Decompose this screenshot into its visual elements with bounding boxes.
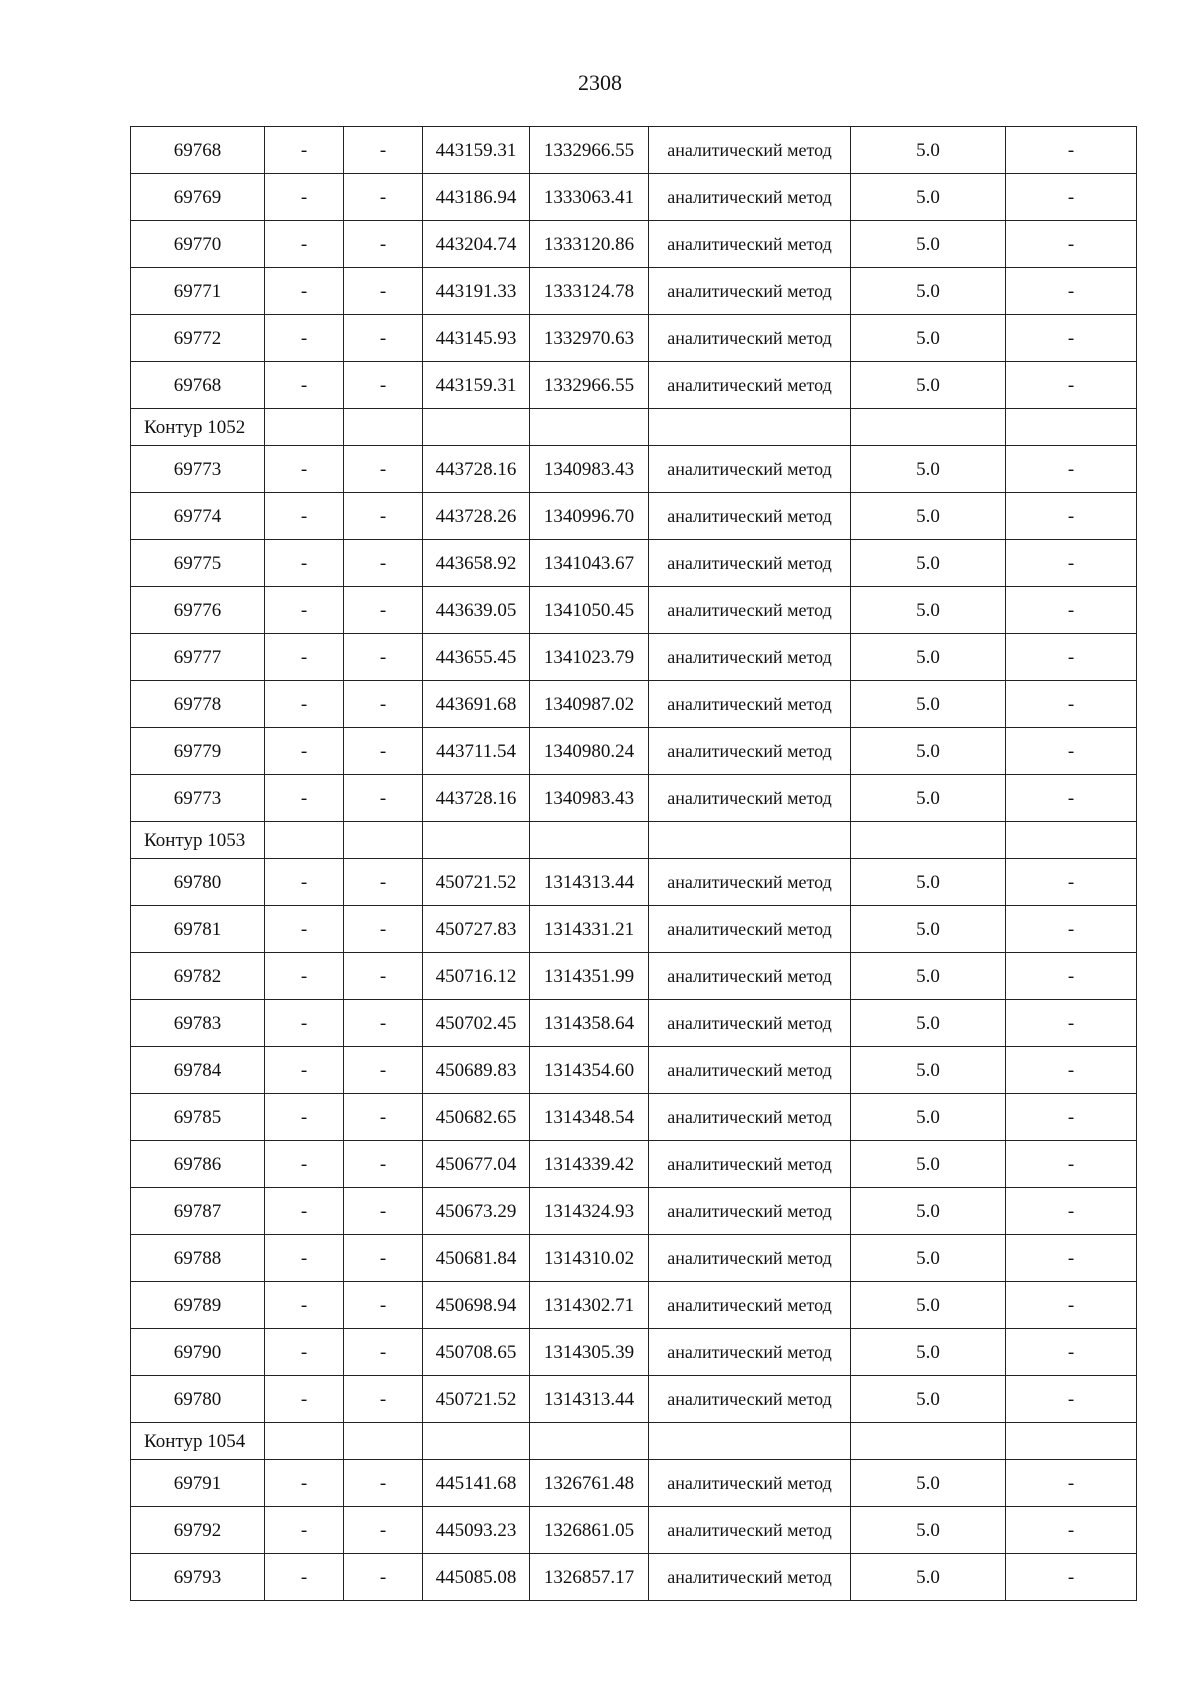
dash-cell: - [265, 493, 344, 540]
dash-cell: - [265, 1329, 344, 1376]
method-cell: аналитический метод [649, 221, 851, 268]
y-coordinate-cell: 1314305.39 [530, 1329, 649, 1376]
contour-header-row [131, 1423, 1137, 1460]
point-id-cell: 69790 [131, 1329, 265, 1376]
x-coordinate-cell: 450689.83 [423, 1047, 530, 1094]
dash-cell: - [344, 268, 423, 315]
accuracy-cell: 5.0 [851, 1507, 1006, 1554]
y-coordinate-cell: 1314358.64 [530, 1000, 649, 1047]
table-row [131, 587, 1137, 634]
dash-cell: - [265, 1282, 344, 1329]
method-cell: аналитический метод [649, 493, 851, 540]
y-coordinate-cell: 1332966.55 [530, 362, 649, 409]
y-coordinate-cell: 1333063.41 [530, 174, 649, 221]
y-coordinate-cell: 1314310.02 [530, 1235, 649, 1282]
accuracy-cell: 5.0 [851, 540, 1006, 587]
y-coordinate-cell: 1314354.60 [530, 1047, 649, 1094]
y-coordinate-cell: 1314313.44 [530, 1376, 649, 1423]
dash-cell: - [344, 1376, 423, 1423]
method-cell: аналитический метод [649, 1188, 851, 1235]
method-cell: аналитический метод [649, 587, 851, 634]
note-cell: - [1006, 1460, 1137, 1507]
accuracy-cell: 5.0 [851, 1554, 1006, 1601]
dash-cell: - [265, 634, 344, 681]
contour-label: Контур 1054 [131, 1423, 265, 1460]
table-row [131, 906, 1137, 953]
note-cell: - [1006, 1000, 1137, 1047]
table-row [131, 174, 1137, 221]
point-id-cell: 69784 [131, 1047, 265, 1094]
dash-cell: - [265, 1188, 344, 1235]
method-cell: аналитический метод [649, 1047, 851, 1094]
empty-cell [530, 1423, 649, 1460]
dash-cell: - [344, 1188, 423, 1235]
x-coordinate-cell: 445085.08 [423, 1554, 530, 1601]
table-row [131, 1094, 1137, 1141]
dash-cell: - [344, 446, 423, 493]
table-row [131, 1235, 1137, 1282]
dash-cell: - [344, 1094, 423, 1141]
y-coordinate-cell: 1314313.44 [530, 859, 649, 906]
method-cell: аналитический метод [649, 315, 851, 362]
dash-cell: - [344, 859, 423, 906]
point-id-cell: 69768 [131, 362, 265, 409]
accuracy-cell: 5.0 [851, 906, 1006, 953]
accuracy-cell: 5.0 [851, 1000, 1006, 1047]
accuracy-cell: 5.0 [851, 1141, 1006, 1188]
accuracy-cell: 5.0 [851, 728, 1006, 775]
page-number: 2308 [578, 70, 622, 95]
table-row [131, 681, 1137, 728]
y-coordinate-cell: 1326761.48 [530, 1460, 649, 1507]
point-id-cell: 69773 [131, 446, 265, 493]
x-coordinate-cell: 443145.93 [423, 315, 530, 362]
y-coordinate-cell: 1314348.54 [530, 1094, 649, 1141]
method-cell: аналитический метод [649, 1376, 851, 1423]
table-row [131, 221, 1137, 268]
dash-cell: - [344, 362, 423, 409]
point-id-cell: 69793 [131, 1554, 265, 1601]
note-cell: - [1006, 1282, 1137, 1329]
x-coordinate-cell: 443655.45 [423, 634, 530, 681]
coordinates-table-body [131, 127, 1137, 1601]
method-cell: аналитический метод [649, 174, 851, 221]
method-cell: аналитический метод [649, 1094, 851, 1141]
note-cell: - [1006, 587, 1137, 634]
y-coordinate-cell: 1340983.43 [530, 775, 649, 822]
x-coordinate-cell: 450682.65 [423, 1094, 530, 1141]
point-id-cell: 69769 [131, 174, 265, 221]
x-coordinate-cell: 443186.94 [423, 174, 530, 221]
dash-cell: - [344, 1460, 423, 1507]
table-row [131, 1141, 1137, 1188]
table-row [131, 540, 1137, 587]
accuracy-cell: 5.0 [851, 362, 1006, 409]
x-coordinate-cell: 443191.33 [423, 268, 530, 315]
empty-cell [265, 409, 344, 446]
note-cell: - [1006, 1376, 1137, 1423]
dash-cell: - [265, 174, 344, 221]
x-coordinate-cell: 443159.31 [423, 127, 530, 174]
table-row [131, 1047, 1137, 1094]
point-id-cell: 69768 [131, 127, 265, 174]
table-row [131, 775, 1137, 822]
empty-cell [265, 822, 344, 859]
y-coordinate-cell: 1326861.05 [530, 1507, 649, 1554]
empty-cell [530, 822, 649, 859]
dash-cell: - [344, 1000, 423, 1047]
empty-cell [851, 1423, 1006, 1460]
y-coordinate-cell: 1341043.67 [530, 540, 649, 587]
dash-cell: - [265, 127, 344, 174]
note-cell: - [1006, 1329, 1137, 1376]
table-row [131, 1554, 1137, 1601]
point-id-cell: 69780 [131, 1376, 265, 1423]
accuracy-cell: 5.0 [851, 174, 1006, 221]
note-cell: - [1006, 906, 1137, 953]
point-id-cell: 69792 [131, 1507, 265, 1554]
dash-cell: - [344, 493, 423, 540]
x-coordinate-cell: 450702.45 [423, 1000, 530, 1047]
x-coordinate-cell: 450721.52 [423, 1376, 530, 1423]
dash-cell: - [344, 540, 423, 587]
accuracy-cell: 5.0 [851, 446, 1006, 493]
dash-cell: - [344, 1282, 423, 1329]
x-coordinate-cell: 443728.16 [423, 775, 530, 822]
accuracy-cell: 5.0 [851, 493, 1006, 540]
dash-cell: - [265, 1094, 344, 1141]
empty-cell [1006, 1423, 1137, 1460]
dash-cell: - [265, 1000, 344, 1047]
table-row [131, 1329, 1137, 1376]
method-cell: аналитический метод [649, 728, 851, 775]
method-cell: аналитический метод [649, 953, 851, 1000]
point-id-cell: 69774 [131, 493, 265, 540]
table-row [131, 1188, 1137, 1235]
method-cell: аналитический метод [649, 1507, 851, 1554]
dash-cell: - [344, 681, 423, 728]
method-cell: аналитический метод [649, 1141, 851, 1188]
dash-cell: - [265, 728, 344, 775]
point-id-cell: 69778 [131, 681, 265, 728]
accuracy-cell: 5.0 [851, 587, 1006, 634]
empty-cell [530, 409, 649, 446]
table-row [131, 446, 1137, 493]
method-cell: аналитический метод [649, 268, 851, 315]
empty-cell [423, 1423, 530, 1460]
empty-cell [649, 1423, 851, 1460]
dash-cell: - [265, 859, 344, 906]
x-coordinate-cell: 450673.29 [423, 1188, 530, 1235]
point-id-cell: 69791 [131, 1460, 265, 1507]
dash-cell: - [344, 221, 423, 268]
table-row [131, 859, 1137, 906]
note-cell: - [1006, 1507, 1137, 1554]
table-row [131, 362, 1137, 409]
empty-cell [344, 822, 423, 859]
table-row [131, 127, 1137, 174]
method-cell: аналитический метод [649, 859, 851, 906]
table-row [131, 1507, 1137, 1554]
point-id-cell: 69786 [131, 1141, 265, 1188]
y-coordinate-cell: 1341050.45 [530, 587, 649, 634]
table-row [131, 493, 1137, 540]
point-id-cell: 69787 [131, 1188, 265, 1235]
y-coordinate-cell: 1341023.79 [530, 634, 649, 681]
dash-cell: - [265, 446, 344, 493]
dash-cell: - [265, 268, 344, 315]
note-cell: - [1006, 174, 1137, 221]
point-id-cell: 69772 [131, 315, 265, 362]
dash-cell: - [344, 174, 423, 221]
accuracy-cell: 5.0 [851, 681, 1006, 728]
method-cell: аналитический метод [649, 127, 851, 174]
accuracy-cell: 5.0 [851, 315, 1006, 362]
x-coordinate-cell: 443711.54 [423, 728, 530, 775]
point-id-cell: 69770 [131, 221, 265, 268]
table-row [131, 1460, 1137, 1507]
x-coordinate-cell: 445141.68 [423, 1460, 530, 1507]
point-id-cell: 69771 [131, 268, 265, 315]
x-coordinate-cell: 450698.94 [423, 1282, 530, 1329]
y-coordinate-cell: 1340980.24 [530, 728, 649, 775]
note-cell: - [1006, 1047, 1137, 1094]
empty-cell [344, 409, 423, 446]
dash-cell: - [344, 634, 423, 681]
point-id-cell: 69781 [131, 906, 265, 953]
dash-cell: - [344, 775, 423, 822]
note-cell: - [1006, 1141, 1137, 1188]
note-cell: - [1006, 728, 1137, 775]
note-cell: - [1006, 268, 1137, 315]
method-cell: аналитический метод [649, 634, 851, 681]
empty-cell [344, 1423, 423, 1460]
y-coordinate-cell: 1340996.70 [530, 493, 649, 540]
note-cell: - [1006, 775, 1137, 822]
method-cell: аналитический метод [649, 1554, 851, 1601]
point-id-cell: 69788 [131, 1235, 265, 1282]
y-coordinate-cell: 1326857.17 [530, 1554, 649, 1601]
empty-cell [1006, 409, 1137, 446]
x-coordinate-cell: 445093.23 [423, 1507, 530, 1554]
x-coordinate-cell: 443159.31 [423, 362, 530, 409]
method-cell: аналитический метод [649, 1329, 851, 1376]
note-cell: - [1006, 446, 1137, 493]
empty-cell [851, 822, 1006, 859]
accuracy-cell: 5.0 [851, 953, 1006, 1000]
x-coordinate-cell: 450708.65 [423, 1329, 530, 1376]
contour-label: Контур 1052 [131, 409, 265, 446]
point-id-cell: 69783 [131, 1000, 265, 1047]
coordinates-table [130, 126, 1137, 1601]
accuracy-cell: 5.0 [851, 1460, 1006, 1507]
dash-cell: - [344, 587, 423, 634]
dash-cell: - [265, 540, 344, 587]
accuracy-cell: 5.0 [851, 775, 1006, 822]
dash-cell: - [265, 587, 344, 634]
point-id-cell: 69785 [131, 1094, 265, 1141]
dash-cell: - [344, 953, 423, 1000]
y-coordinate-cell: 1340983.43 [530, 446, 649, 493]
dash-cell: - [344, 1047, 423, 1094]
table-row [131, 1376, 1137, 1423]
dash-cell: - [344, 1554, 423, 1601]
x-coordinate-cell: 450721.52 [423, 859, 530, 906]
dash-cell: - [265, 221, 344, 268]
method-cell: аналитический метод [649, 1235, 851, 1282]
dash-cell: - [344, 728, 423, 775]
table-row [131, 728, 1137, 775]
accuracy-cell: 5.0 [851, 268, 1006, 315]
note-cell: - [1006, 1235, 1137, 1282]
contour-label: Контур 1053 [131, 822, 265, 859]
dash-cell: - [265, 775, 344, 822]
dash-cell: - [265, 315, 344, 362]
accuracy-cell: 5.0 [851, 1188, 1006, 1235]
dash-cell: - [265, 362, 344, 409]
note-cell: - [1006, 859, 1137, 906]
y-coordinate-cell: 1332966.55 [530, 127, 649, 174]
accuracy-cell: 5.0 [851, 127, 1006, 174]
dash-cell: - [265, 1554, 344, 1601]
method-cell: аналитический метод [649, 681, 851, 728]
x-coordinate-cell: 443728.26 [423, 493, 530, 540]
y-coordinate-cell: 1314351.99 [530, 953, 649, 1000]
empty-cell [423, 822, 530, 859]
x-coordinate-cell: 443639.05 [423, 587, 530, 634]
empty-cell [1006, 822, 1137, 859]
dash-cell: - [344, 1141, 423, 1188]
table-row [131, 1000, 1137, 1047]
method-cell: аналитический метод [649, 362, 851, 409]
y-coordinate-cell: 1314324.93 [530, 1188, 649, 1235]
empty-cell [649, 822, 851, 859]
method-cell: аналитический метод [649, 1460, 851, 1507]
contour-header-row [131, 409, 1137, 446]
dash-cell: - [344, 1235, 423, 1282]
x-coordinate-cell: 443691.68 [423, 681, 530, 728]
y-coordinate-cell: 1340987.02 [530, 681, 649, 728]
note-cell: - [1006, 1188, 1137, 1235]
dash-cell: - [265, 1376, 344, 1423]
empty-cell [423, 409, 530, 446]
y-coordinate-cell: 1314302.71 [530, 1282, 649, 1329]
y-coordinate-cell: 1333120.86 [530, 221, 649, 268]
accuracy-cell: 5.0 [851, 1329, 1006, 1376]
accuracy-cell: 5.0 [851, 221, 1006, 268]
dash-cell: - [344, 127, 423, 174]
dash-cell: - [265, 681, 344, 728]
accuracy-cell: 5.0 [851, 1282, 1006, 1329]
point-id-cell: 69775 [131, 540, 265, 587]
point-id-cell: 69773 [131, 775, 265, 822]
dash-cell: - [265, 906, 344, 953]
note-cell: - [1006, 127, 1137, 174]
x-coordinate-cell: 450727.83 [423, 906, 530, 953]
method-cell: аналитический метод [649, 1000, 851, 1047]
method-cell: аналитический метод [649, 540, 851, 587]
x-coordinate-cell: 450677.04 [423, 1141, 530, 1188]
y-coordinate-cell: 1332970.63 [530, 315, 649, 362]
table-row [131, 1282, 1137, 1329]
accuracy-cell: 5.0 [851, 1094, 1006, 1141]
note-cell: - [1006, 362, 1137, 409]
x-coordinate-cell: 443204.74 [423, 221, 530, 268]
note-cell: - [1006, 1094, 1137, 1141]
table-row [131, 268, 1137, 315]
x-coordinate-cell: 450716.12 [423, 953, 530, 1000]
y-coordinate-cell: 1314339.42 [530, 1141, 649, 1188]
y-coordinate-cell: 1314331.21 [530, 906, 649, 953]
x-coordinate-cell: 443728.16 [423, 446, 530, 493]
dash-cell: - [265, 1141, 344, 1188]
dash-cell: - [265, 1460, 344, 1507]
point-id-cell: 69777 [131, 634, 265, 681]
accuracy-cell: 5.0 [851, 1047, 1006, 1094]
method-cell: аналитический метод [649, 906, 851, 953]
note-cell: - [1006, 953, 1137, 1000]
point-id-cell: 69789 [131, 1282, 265, 1329]
dash-cell: - [265, 953, 344, 1000]
dash-cell: - [265, 1047, 344, 1094]
empty-cell [265, 1423, 344, 1460]
method-cell: аналитический метод [649, 775, 851, 822]
accuracy-cell: 5.0 [851, 634, 1006, 681]
note-cell: - [1006, 493, 1137, 540]
note-cell: - [1006, 1554, 1137, 1601]
point-id-cell: 69779 [131, 728, 265, 775]
accuracy-cell: 5.0 [851, 1376, 1006, 1423]
dash-cell: - [265, 1235, 344, 1282]
point-id-cell: 69780 [131, 859, 265, 906]
note-cell: - [1006, 681, 1137, 728]
method-cell: аналитический метод [649, 1282, 851, 1329]
table-row [131, 315, 1137, 362]
dash-cell: - [344, 315, 423, 362]
accuracy-cell: 5.0 [851, 859, 1006, 906]
dash-cell: - [265, 1507, 344, 1554]
contour-header-row [131, 822, 1137, 859]
x-coordinate-cell: 450681.84 [423, 1235, 530, 1282]
note-cell: - [1006, 315, 1137, 362]
dash-cell: - [344, 1507, 423, 1554]
note-cell: - [1006, 540, 1137, 587]
table-row [131, 634, 1137, 681]
point-id-cell: 69776 [131, 587, 265, 634]
method-cell: аналитический метод [649, 446, 851, 493]
note-cell: - [1006, 221, 1137, 268]
note-cell: - [1006, 634, 1137, 681]
empty-cell [649, 409, 851, 446]
dash-cell: - [344, 1329, 423, 1376]
table-row [131, 953, 1137, 1000]
point-id-cell: 69782 [131, 953, 265, 1000]
empty-cell [851, 409, 1006, 446]
dash-cell: - [344, 906, 423, 953]
y-coordinate-cell: 1333124.78 [530, 268, 649, 315]
x-coordinate-cell: 443658.92 [423, 540, 530, 587]
accuracy-cell: 5.0 [851, 1235, 1006, 1282]
